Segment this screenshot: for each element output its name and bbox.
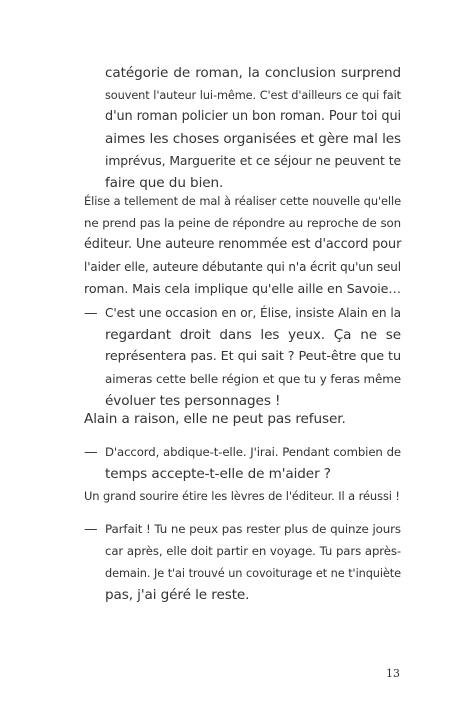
paragraph-narration [84, 190, 401, 300]
dialogue-dash: — [84, 444, 98, 460]
text-line: souvent l'auteur lui-même. C'est d'ailleurs ce qui fait [105, 88, 401, 102]
text-line: demain. Je t'ai trouvé un covoiturage et ne t'inquiète [105, 566, 401, 580]
paragraph-dialogue [105, 441, 401, 485]
text-line: temps accepte-t-elle de m'aider ? [105, 466, 331, 482]
text-line: représentera pas. Et qui sait ? Peut-être que tu [105, 349, 401, 364]
text-line: Élise a tellement de mal à réaliser cette nouvelle qu'elle [84, 194, 401, 208]
text-line: évoluer tes personnages ! [105, 393, 281, 409]
paragraph-narration [84, 408, 401, 430]
text-line: aimes les choses organisées et gère mal les [105, 131, 401, 147]
paragraph-dialogue [105, 302, 401, 412]
text-line: roman. Mais cela implique qu'elle aille en Savoie… [84, 281, 401, 296]
text-line: car après, elle doit partir en voyage. Tu pars après- [105, 544, 401, 558]
text-line: regardant droit dans les yeux. Ça ne se [105, 327, 401, 343]
text-line: l'aider elle, auteure débutante qui n'a écrit qu'un seul [84, 260, 401, 274]
page-number: 13 [386, 667, 400, 680]
text-line: D'accord, abdique-t-elle. J'irai. Pendant combien de [105, 445, 401, 459]
text-line: pas, j'ai géré le reste. [105, 587, 250, 603]
text-line: Parfait ! Tu ne peux pas rester plus de quinze jours [105, 522, 401, 536]
text-line: d'un roman policier un bon roman. Pour toi qui [105, 109, 401, 124]
text-line: Alain a raison, elle ne peut pas refuser. [84, 411, 346, 427]
paragraph-narration [84, 485, 401, 507]
text-line: ne prend pas la peine de répondre au reproche de son [84, 216, 401, 230]
text-line: C'est une occasion en or, Élise, insiste Alain en la [105, 306, 401, 320]
paragraph-dialogue [105, 518, 401, 606]
text-line: catégorie de roman, la conclusion surprend [105, 65, 401, 81]
text-line: faire que du bien. [105, 175, 224, 191]
paragraph-continuation [105, 62, 401, 194]
dialogue-dash: — [84, 305, 98, 321]
text-line: éditeur. Une auteure renommée est d'accord pour [84, 237, 402, 252]
dialogue-dash: — [84, 521, 98, 537]
text-line: aimeras cette belle région et que tu y feras même [105, 372, 401, 386]
text-line: imprévus, Marguerite et ce séjour ne peuvent te [105, 154, 401, 168]
text-line: Un grand sourire étire les lèvres de l'éditeur. Il a réussi ! [84, 489, 400, 503]
